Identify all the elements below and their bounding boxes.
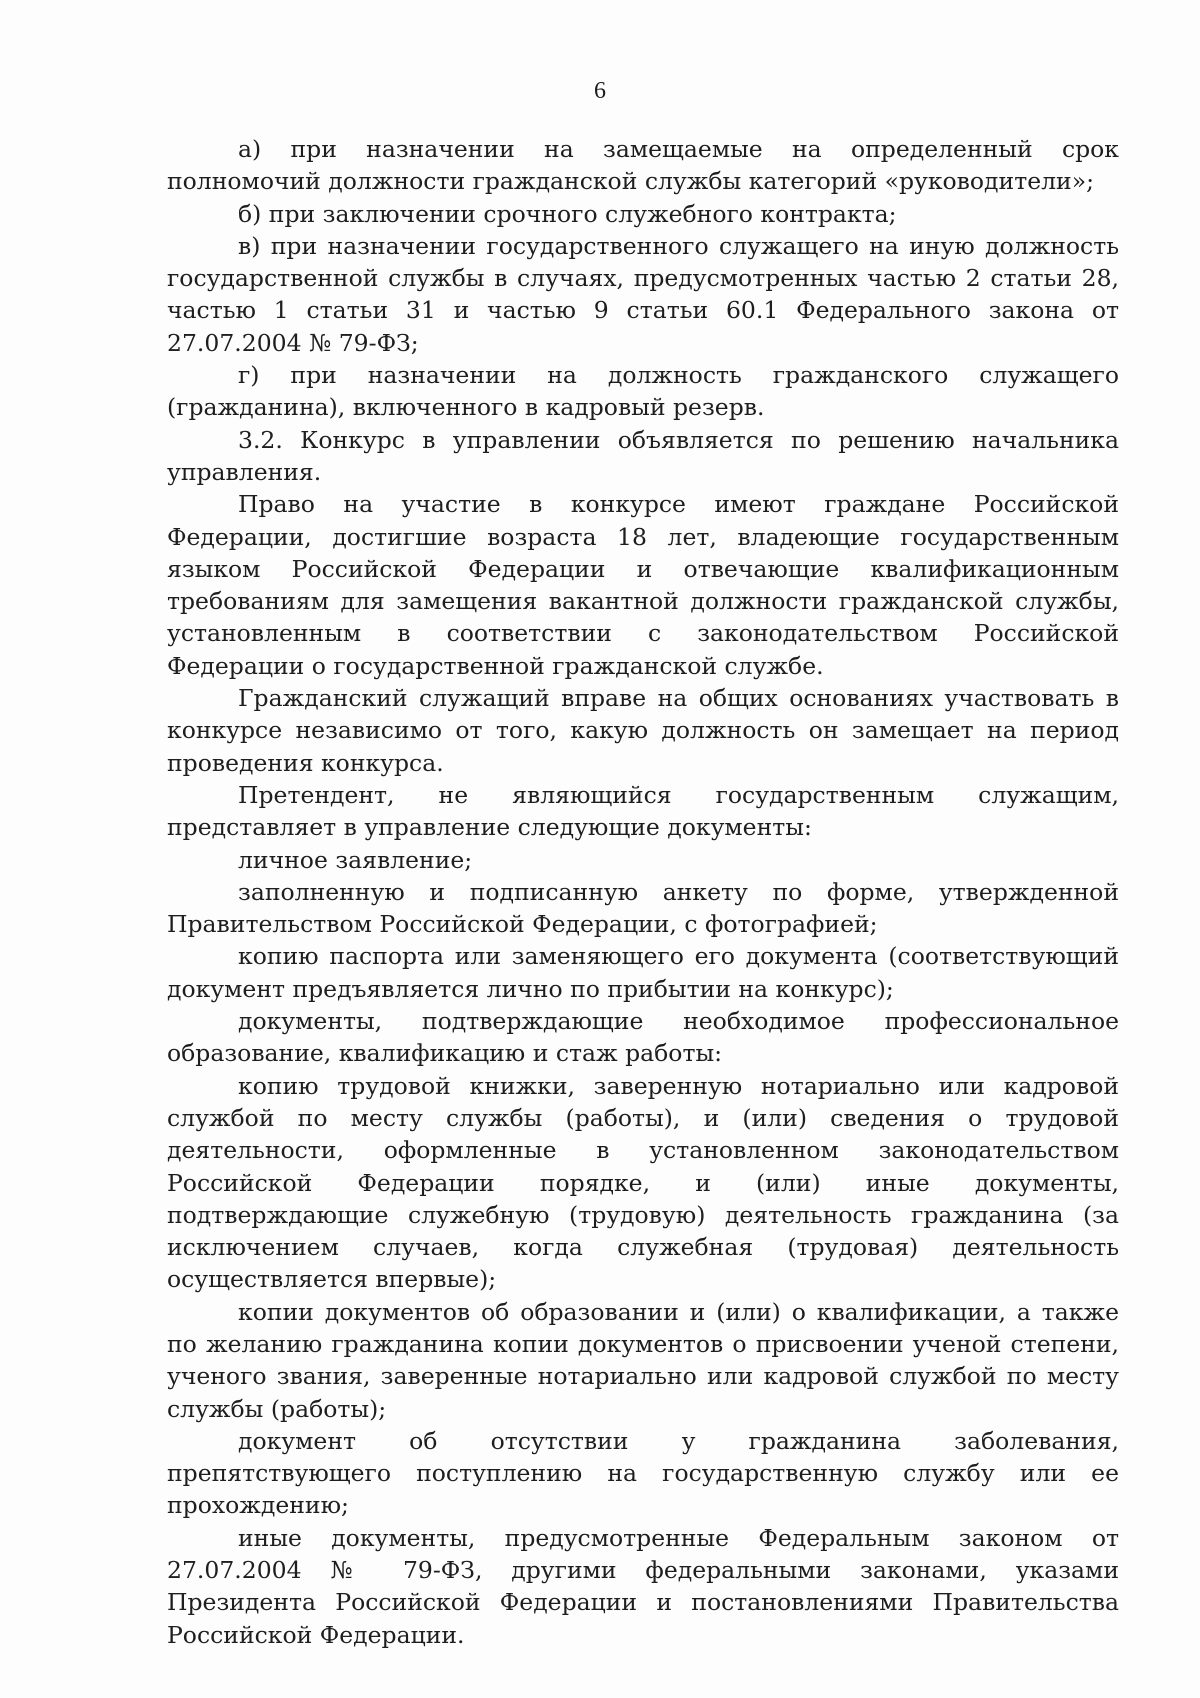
paragraph-b: б) при заключении срочного служебного контракта;	[238, 199, 897, 228]
paragraph-a: а) при назначении на замещаемые на определенный срок полномочий должности гражданской службы категорий «руководители»;	[167, 135, 1119, 196]
paragraph-3-2: 3.2. Конкурс в управлении объявляется по решению начальника управления.	[167, 425, 1119, 486]
paragraph-participation-right: Право на участие в конкурсе имеют граждане Российской Федерации, достигшие возраста 18 лет, владеющие государственным языком Российской Федерации и отвечающие квалификационным требованиям для замещения вакантной должности гражданской службы, установленным в соответствии с законодательством Российской Федерации о государственной гражданской службе.	[167, 490, 1119, 680]
list-item-application: личное заявление;	[238, 845, 473, 874]
list-item-education-docs: документы, подтверждающие необходимое профессиональное образование, квалификацию и стаж работы:	[167, 1007, 1119, 1068]
list-item-work-record: копию трудовой книжки, заверенную нотариально или кадровой службой по месту службы (работы), и (или) сведения о трудовой деятельности, оформленные в установленном законодательством Российской Федерации порядке, и (или) иные документы, подтверждающие служебную (трудовую) деятельность гражданина (за исключением случаев, когда служебная (трудовая) деятельность осуществляется впервые);	[167, 1071, 1119, 1294]
paragraph-applicant-documents: Претендент, не являющийся государственным служащим, представляет в управление следующие документы:	[167, 780, 1119, 842]
page-number: 6	[594, 78, 606, 104]
paragraph-v: в) при назначении государственного служащего на иную должность государственной службы в случаях, предусмотренных частью 2 статьи 28, частью 1 статьи 31 и частью 9 статьи 60.1 Федерального закона от 27.07.2004 № 79-ФЗ;	[167, 231, 1119, 357]
document-body	[167, 133, 1119, 1651]
list-item-diplomas: копии документов об образовании и (или) о квалификации, а также по желанию гражданина копии документов о присвоении ученой степени, ученого звания, заверенные нотариально или кадровой службой по месту службы (работы);	[167, 1297, 1119, 1423]
paragraph-civil-servant: Гражданский служащий вправе на общих основаниях участвовать в конкурсе независимо от того, какую должность он замещает на период проведения конкурса.	[167, 684, 1119, 777]
list-item-medical: документ об отсутствии у гражданина заболевания, препятствующего поступлению на государственную службу или ее прохождению;	[167, 1426, 1119, 1520]
paragraph-g: г) при назначении на должность гражданского служащего (гражданина), включенного в кадровый резерв.	[167, 361, 1119, 422]
list-item-passport: копию паспорта или заменяющего его документа (соответствующий документ предъявляется лично по прибытии на конкурс);	[167, 942, 1119, 1003]
list-item-other-docs: иные документы, предусмотренные Федеральным законом от 27.07.2004 № 79-ФЗ, другими федеральными законами, указами Президента Российской Федерации и постановлениями Правительства Российской Федерации.	[167, 1523, 1119, 1649]
list-item-questionnaire: заполненную и подписанную анкету по форме, утвержденной Правительством Российской Федерации, с фотографией;	[167, 877, 1119, 939]
